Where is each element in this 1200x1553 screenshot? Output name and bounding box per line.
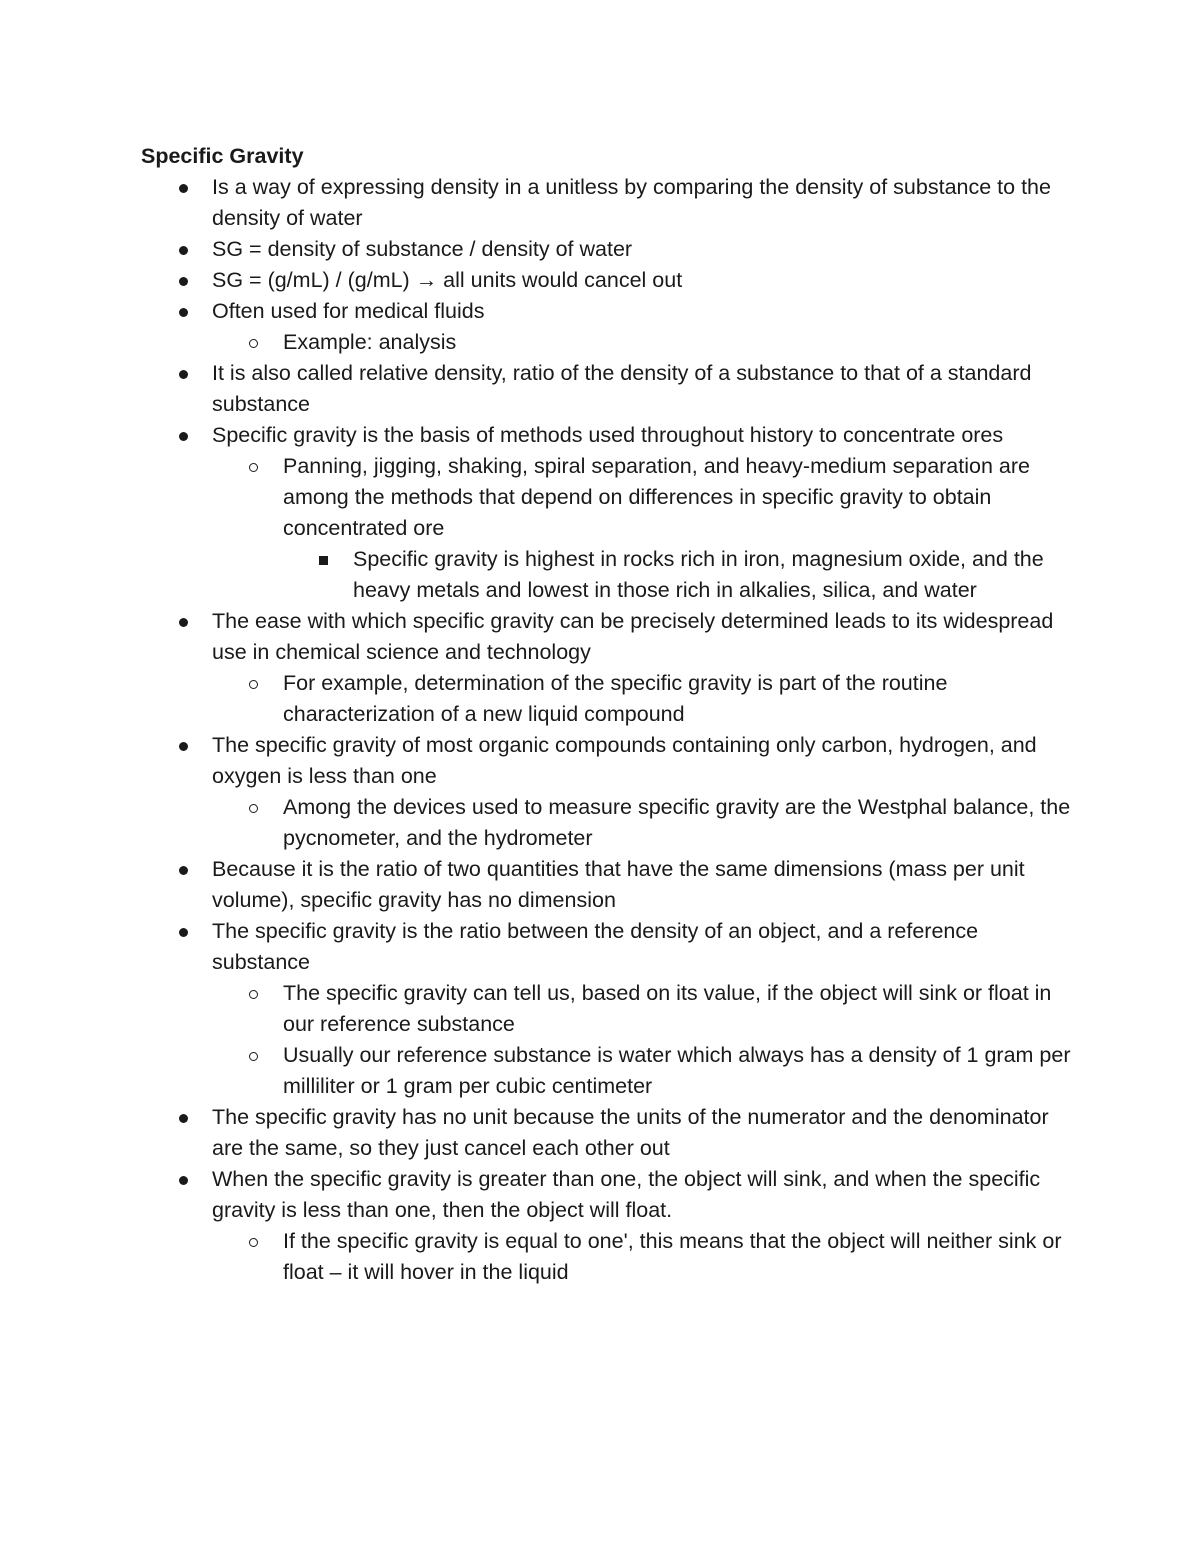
filled-bullet-icon: [179, 742, 188, 751]
square-bullet-icon: [319, 556, 328, 565]
list-item-text: Often used for medical fluids: [212, 299, 485, 323]
hollow-bullet-icon: [249, 804, 258, 813]
filled-bullet-icon: [179, 246, 188, 255]
list-item-text: For example, determination of the specific gravity is part of the routine characterization of a new liquid compound: [283, 671, 948, 726]
bullet-list: [0, 172, 1200, 1288]
list-item: [0, 296, 1200, 327]
list-item: [0, 606, 1200, 668]
list-item: [0, 854, 1200, 916]
list-item-text: If the specific gravity is equal to one', this means that the object will neither sink or float – it will hover in the liquid: [283, 1229, 1062, 1284]
list-item-text: Is a way of expressing density in a unitless by comparing the density of substance to the density of water: [212, 175, 1051, 230]
list-item: [0, 265, 1200, 296]
list-item: [0, 358, 1200, 420]
hollow-bullet-icon: [249, 1238, 258, 1247]
list-item-text: The ease with which specific gravity can be precisely determined leads to its widespread use in chemical science and technology: [212, 609, 1054, 664]
sub-list-item: [0, 792, 1200, 854]
list-item-text: SG = (g/mL) / (g/mL) → all units would cancel out: [212, 268, 683, 292]
list-item: [0, 1102, 1200, 1164]
list-item-text: The specific gravity is the ratio between the density of an object, and a reference substance: [212, 919, 979, 974]
sub-list-item: [0, 1040, 1200, 1102]
document-title: Specific Gravity: [141, 144, 304, 168]
list-item-text: The specific gravity of most organic compounds containing only carbon, hydrogen, and oxygen is less than one: [212, 733, 1037, 788]
sub-sub-list-item: [0, 544, 1200, 606]
list-item-text: Because it is the ratio of two quantities that have the same dimensions (mass per unit volume), specific gravity has no dimension: [212, 857, 1025, 912]
sub-list-item: [0, 978, 1200, 1040]
filled-bullet-icon: [179, 1114, 188, 1123]
list-item-text: The specific gravity can tell us, based on its value, if the object will sink or float in our reference substance: [283, 981, 1052, 1036]
filled-bullet-icon: [179, 370, 188, 379]
hollow-bullet-icon: [249, 680, 258, 689]
list-item: [0, 420, 1200, 451]
filled-bullet-icon: [179, 184, 188, 193]
list-item-text: Specific gravity is the basis of methods used throughout history to concentrate ores: [212, 423, 1004, 447]
list-item-text: Specific gravity is highest in rocks rich in iron, magnesium oxide, and the heavy metals and lowest in those rich in alkalies, silica, and water: [353, 547, 1044, 602]
list-item: [0, 234, 1200, 265]
hollow-bullet-icon: [249, 463, 258, 472]
list-item: [0, 172, 1200, 234]
list-item-text: The specific gravity has no unit because the units of the numerator and the denominator are the same, so they just cancel each other out: [212, 1105, 1049, 1160]
hollow-bullet-icon: [249, 1052, 258, 1061]
list-item-text: Usually our reference substance is water which always has a density of 1 gram per milliliter or 1 gram per cubic centimeter: [283, 1043, 1071, 1098]
list-item-text: SG = density of substance / density of water: [212, 237, 633, 261]
sub-list-item: [0, 327, 1200, 358]
list-item: [0, 916, 1200, 978]
list-item: [0, 730, 1200, 792]
filled-bullet-icon: [179, 928, 188, 937]
list-item-text: Example: analysis: [283, 330, 457, 354]
list-item-text: Among the devices used to measure specific gravity are the Westphal balance, the pycnometer, and the hydrometer: [283, 795, 1071, 850]
hollow-bullet-icon: [249, 339, 258, 348]
list-item-text: It is also called relative density, ratio of the density of a substance to that of a standard substance: [212, 361, 1032, 416]
list-item-text: Panning, jigging, shaking, spiral separation, and heavy-medium separation are among the methods that depend on differences in specific gravity to obtain concentrated ore: [283, 454, 1030, 540]
filled-bullet-icon: [179, 308, 188, 317]
list-item: [0, 1164, 1200, 1226]
filled-bullet-icon: [179, 1176, 188, 1185]
filled-bullet-icon: [179, 618, 188, 627]
sub-list-item: [0, 1226, 1200, 1288]
hollow-bullet-icon: [249, 990, 258, 999]
list-item-text: When the specific gravity is greater than one, the object will sink, and when the specific gravity is less than one, then the object will float.: [212, 1167, 1041, 1222]
filled-bullet-icon: [179, 432, 188, 441]
filled-bullet-icon: [179, 277, 188, 286]
filled-bullet-icon: [179, 866, 188, 875]
sub-list-item: [0, 668, 1200, 730]
sub-list-item: [0, 451, 1200, 544]
